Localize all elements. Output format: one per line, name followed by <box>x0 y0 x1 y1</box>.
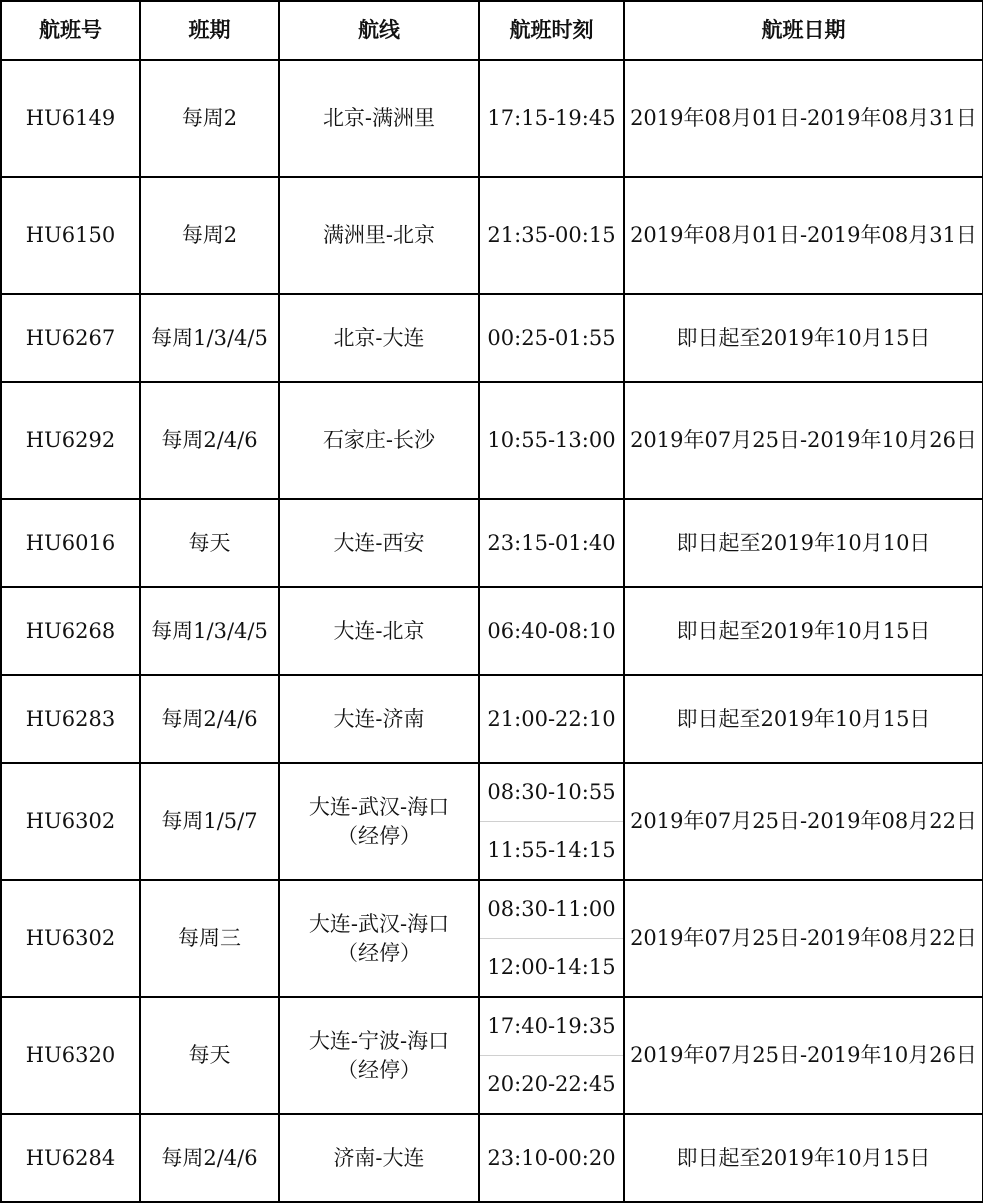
cell-route <box>279 587 479 675</box>
table-row <box>1 382 983 499</box>
cell-schedule-days: 每天 <box>140 499 279 587</box>
cell-flight-number: HU6302 <box>1 880 140 997</box>
route-stopover-note: （经停） <box>337 940 421 965</box>
cell-flight-dates: 2019年08月01日-2019年08月31日 <box>624 177 983 294</box>
table-row <box>1 587 983 675</box>
cell-route <box>279 763 479 880</box>
route-stopover-note: （经停） <box>337 1057 421 1082</box>
table-row <box>1 1114 983 1202</box>
cell-flight-time: 21:35-00:15 <box>479 177 624 294</box>
cell-flight-time: 20:20-22:45 <box>479 1056 624 1115</box>
header-flight-dates: 航班日期 <box>624 1 983 60</box>
cell-flight-dates: 即日起至2019年10月15日 <box>624 675 983 763</box>
cell-flight-time: 00:25-01:55 <box>479 294 624 382</box>
route-text: 北京-满洲里 <box>322 106 436 130</box>
cell-flight-time: 12:00-14:15 <box>479 939 624 998</box>
cell-flight-dates: 2019年08月01日-2019年08月31日 <box>624 60 983 177</box>
route-text: 大连-武汉-海口 <box>308 911 450 936</box>
cell-route <box>279 675 479 763</box>
cell-flight-dates: 即日起至2019年10月15日 <box>624 1114 983 1202</box>
table-row <box>1 177 983 294</box>
cell-schedule-days: 每周1/5/7 <box>140 763 279 880</box>
cell-flight-time: 21:00-22:10 <box>479 675 624 763</box>
header-route: 航线 <box>279 1 479 60</box>
cell-route <box>279 382 479 499</box>
cell-route <box>279 880 479 997</box>
cell-route <box>279 294 479 382</box>
route-text: 大连-宁波-海口 <box>308 1028 450 1053</box>
table-row <box>1 997 983 1056</box>
cell-schedule-days: 每周2/4/6 <box>140 675 279 763</box>
cell-flight-number: HU6150 <box>1 177 140 294</box>
cell-schedule-days: 每周2 <box>140 177 279 294</box>
cell-flight-dates: 2019年07月25日-2019年10月26日 <box>624 997 983 1114</box>
cell-flight-dates: 即日起至2019年10月10日 <box>624 499 983 587</box>
route-text: 大连-济南 <box>333 706 425 731</box>
route-text: 大连-北京 <box>333 618 425 643</box>
route-text: 北京-大连 <box>333 325 425 350</box>
table-row <box>1 763 983 822</box>
cell-flight-time: 08:30-10:55 <box>479 763 624 822</box>
cell-flight-time: 17:40-19:35 <box>479 997 624 1056</box>
cell-schedule-days: 每周2/4/6 <box>140 382 279 499</box>
cell-route <box>279 1114 479 1202</box>
route-text: 济南-大连 <box>333 1145 425 1170</box>
table-body <box>1 60 983 1202</box>
table-row <box>1 675 983 763</box>
route-text: 石家庄-长沙 <box>322 428 436 452</box>
table-row <box>1 60 983 177</box>
table-row <box>1 499 983 587</box>
route-stopover-note: （经停） <box>337 823 421 848</box>
cell-flight-number: HU6267 <box>1 294 140 382</box>
table-row <box>1 880 983 939</box>
cell-route <box>279 60 479 177</box>
cell-flight-time: 06:40-08:10 <box>479 587 624 675</box>
cell-flight-number: HU6302 <box>1 763 140 880</box>
cell-schedule-days: 每周1/3/4/5 <box>140 587 279 675</box>
cell-flight-time: 11:55-14:15 <box>479 822 624 881</box>
cell-flight-number: HU6149 <box>1 60 140 177</box>
cell-flight-time: 17:15-19:45 <box>479 60 624 177</box>
cell-flight-time: 23:15-01:40 <box>479 499 624 587</box>
header-flight-number: 航班号 <box>1 1 140 60</box>
cell-flight-dates: 即日起至2019年10月15日 <box>624 587 983 675</box>
cell-flight-number: HU6283 <box>1 675 140 763</box>
table-row <box>1 294 983 382</box>
cell-schedule-days: 每周2/4/6 <box>140 1114 279 1202</box>
header-schedule-days: 班期 <box>140 1 279 60</box>
header-flight-time: 航班时刻 <box>479 1 624 60</box>
route-text: 满洲里-北京 <box>322 223 436 247</box>
route-text: 大连-西安 <box>333 530 425 555</box>
cell-flight-dates: 2019年07月25日-2019年08月22日 <box>624 763 983 880</box>
cell-schedule-days: 每周2 <box>140 60 279 177</box>
cell-flight-number: HU6284 <box>1 1114 140 1202</box>
cell-route <box>279 997 479 1114</box>
cell-flight-time: 08:30-11:00 <box>479 880 624 939</box>
cell-flight-time: 10:55-13:00 <box>479 382 624 499</box>
cell-route <box>279 177 479 294</box>
cell-flight-dates: 2019年07月25日-2019年10月26日 <box>624 382 983 499</box>
cell-schedule-days: 每天 <box>140 997 279 1114</box>
cell-flight-number: HU6292 <box>1 382 140 499</box>
cell-flight-number: HU6320 <box>1 997 140 1114</box>
cell-flight-number: HU6016 <box>1 499 140 587</box>
cell-schedule-days: 每周1/3/4/5 <box>140 294 279 382</box>
cell-flight-number: HU6268 <box>1 587 140 675</box>
cell-flight-dates: 即日起至2019年10月15日 <box>624 294 983 382</box>
cell-flight-time: 23:10-00:20 <box>479 1114 624 1202</box>
cell-flight-dates: 2019年07月25日-2019年08月22日 <box>624 880 983 997</box>
cell-schedule-days: 每周三 <box>140 880 279 997</box>
header-row <box>1 1 983 60</box>
route-text: 大连-武汉-海口 <box>308 794 450 819</box>
cell-route <box>279 499 479 587</box>
